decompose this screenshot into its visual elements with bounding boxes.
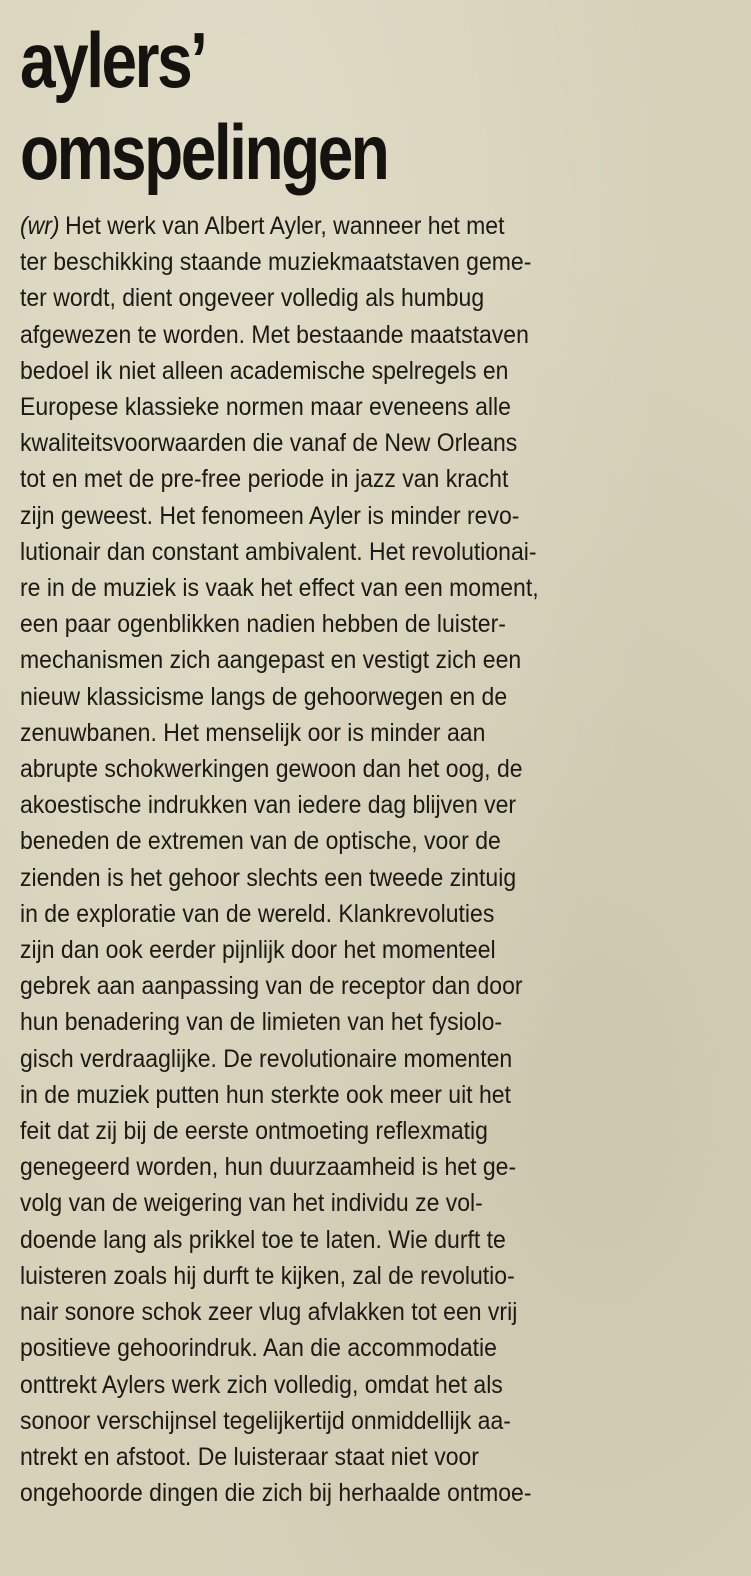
body-line: zijn dan ook eerder pijnlijk door het momenteel <box>20 936 496 965</box>
body-line: ntrekt en afstoot. De luisteraar staat niet voor <box>20 1442 479 1471</box>
body-line: doende lang als prikkel toe te laten. Wie durft te <box>20 1225 506 1254</box>
headline-line-1: aylers’ <box>20 16 206 104</box>
body-line: in de muziek putten hun sterkte ook meer uit het <box>20 1080 511 1109</box>
body-line: positieve gehoorindruk. Aan die accommodatie <box>20 1334 497 1363</box>
body-line <box>20 208 730 244</box>
body-line: beneden de extremen van de optische, voor de <box>20 827 501 856</box>
body-line: nair sonore schok zeer vlug afvlakken tot een vrij <box>20 1298 518 1327</box>
body-line: ter wordt, dient ongeveer volledig als humbug <box>20 284 485 313</box>
body-line: ongehoorde dingen die zich bij herhaalde ontmoe- <box>20 1479 532 1508</box>
body-line: luisteren zoals hij durft te kijken, zal de revolutio- <box>20 1261 515 1290</box>
body-line-text: Het werk van Albert Ayler, wanneer het met <box>65 212 505 240</box>
body-line: zienden is het gehoor slechts een tweede zintuig <box>20 863 517 892</box>
body-line: zenuwbanen. Het menselijk oor is minder aan <box>20 718 486 747</box>
body-line: re in de muziek is vaak het effect van een moment, <box>20 574 539 603</box>
body-line: kwaliteitsvoorwaarden die vanaf de New Orleans <box>20 429 518 458</box>
body-line: lutionair dan constant ambivalent. Het revolutionai- <box>20 537 537 566</box>
body-line: akoestische indrukken van iedere dag blijven ver <box>20 791 517 820</box>
body-line: afgewezen te worden. Met bestaande maatstaven <box>20 320 529 349</box>
body-line: gebrek aan aanpassing van de receptor dan door <box>20 972 523 1001</box>
byline: (wr) <box>20 212 60 240</box>
body-line: sonoor verschijnsel tegelijkertijd onmiddellijk aa- <box>20 1406 511 1435</box>
headline <box>20 0 602 198</box>
body-line: feit dat zij bij de eerste ontmoeting reflexmatig <box>20 1117 488 1146</box>
body-line: abrupte schokwerkingen gewoon dan het oog, de <box>20 755 523 784</box>
body-line: tot en met de pre-free periode in jazz van kracht <box>20 465 509 494</box>
article-body <box>20 208 730 1511</box>
body-line: nieuw klassicisme langs de gehoorwegen en de <box>20 682 508 711</box>
body-line: genegeerd worden, hun duurzaamheid is het ge- <box>20 1153 517 1182</box>
body-line: zijn geweest. Het fenomeen Ayler is minder revo- <box>20 501 520 530</box>
body-line: een paar ogenblikken nadien hebben de luister- <box>20 610 506 639</box>
body-line: bedoel ik niet alleen academische spelregels en <box>20 356 509 385</box>
body-line: volg van de weigering van het individu ze vol- <box>20 1189 483 1218</box>
body-line: onttrekt Aylers werk zich volledig, omdat het als <box>20 1370 503 1399</box>
body-line: mechanismen zich aangepast en vestigt zich een <box>20 646 522 675</box>
body-line: Europese klassieke normen maar eveneens alle <box>20 393 511 422</box>
body-line: gisch verdraaglijke. De revolutionaire momenten <box>20 1044 513 1073</box>
body-line: in de exploratie van de wereld. Klankrevoluties <box>20 899 495 928</box>
body-line: ter beschikking staande muziekmaatstaven geme- <box>20 248 532 277</box>
body-line: hun benadering van de limieten van het fysiolo- <box>20 1008 503 1037</box>
article <box>20 0 730 1511</box>
headline-line-2: omspelingen <box>20 108 388 196</box>
